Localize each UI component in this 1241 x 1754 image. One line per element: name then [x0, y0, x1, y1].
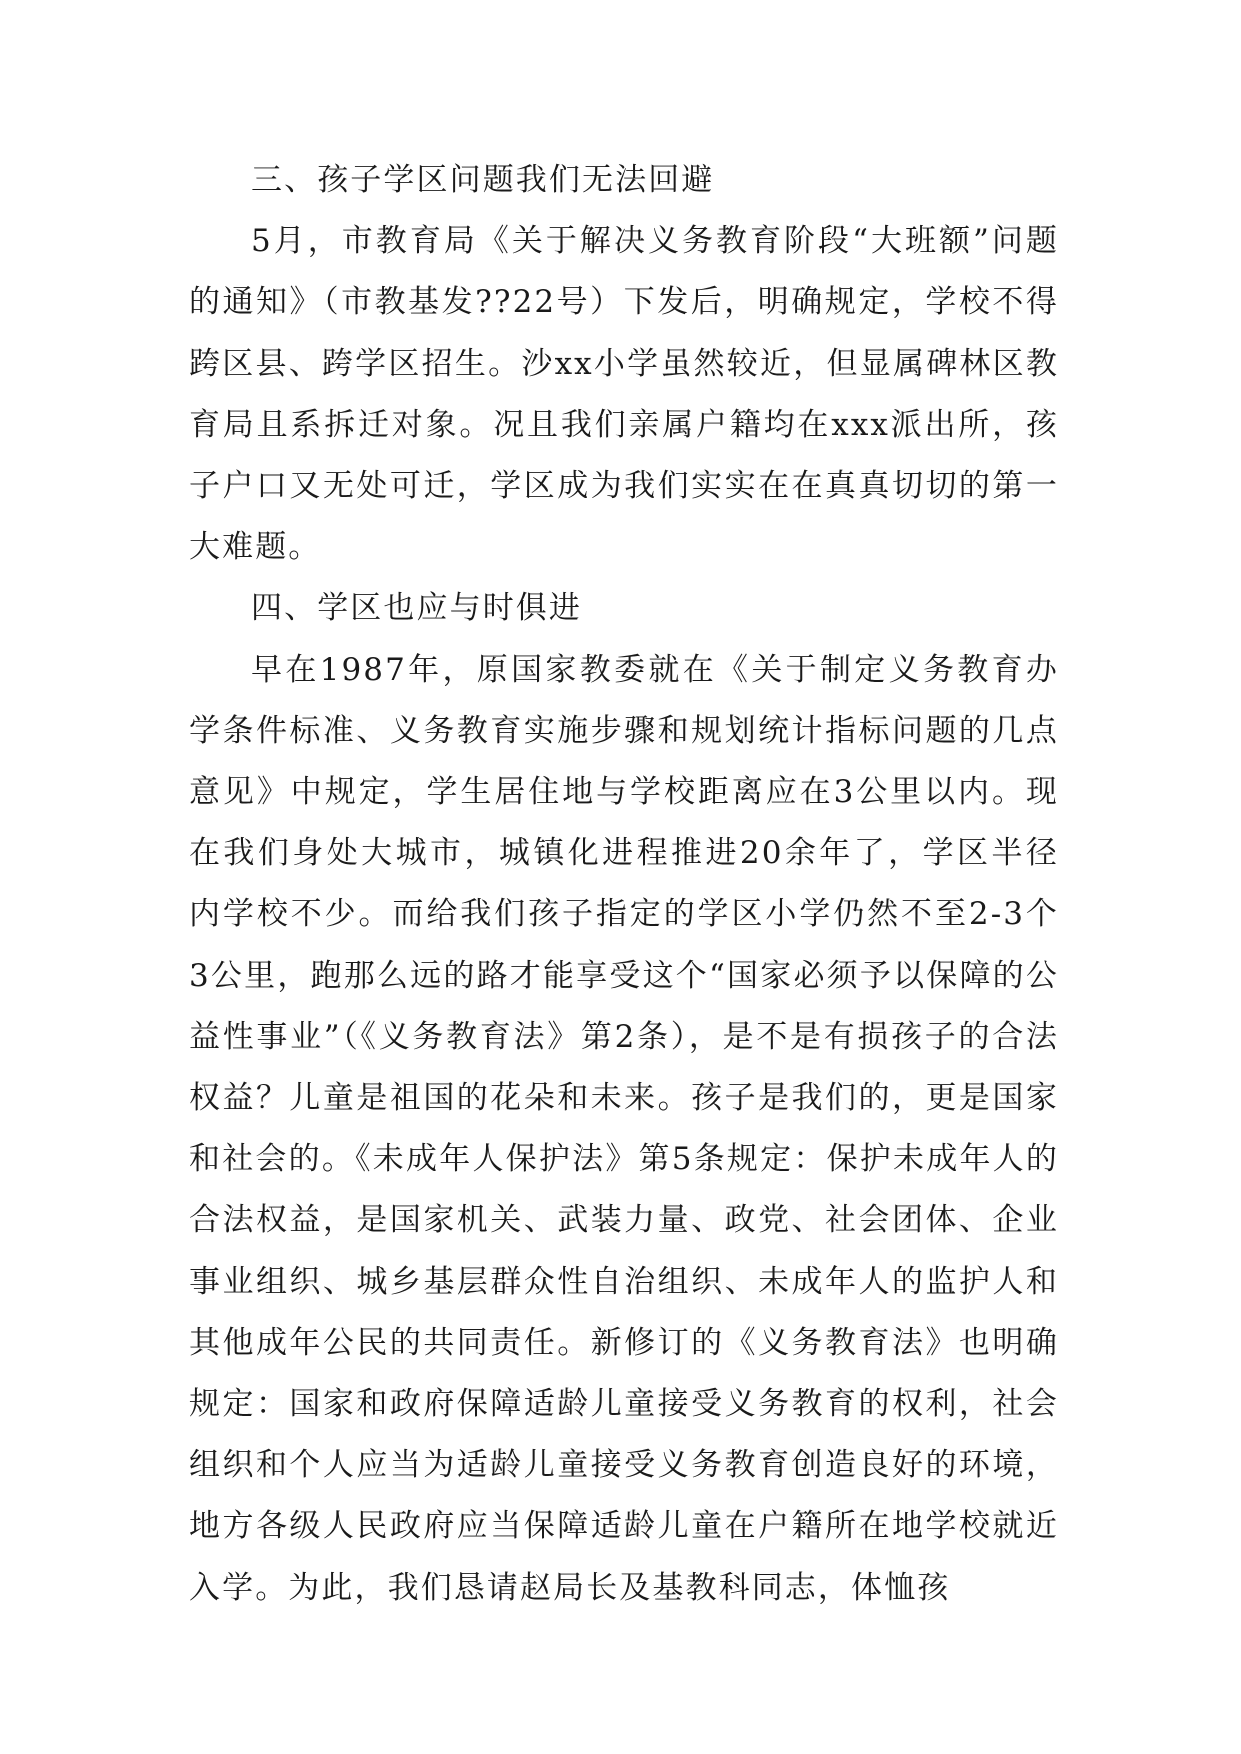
paragraph-school-district-issue: 5月，市教育局《关于解决义务教育阶段“大班额”问题的通知》（市教基发??22号）下发后，明确规定，学校不得跨区县、跨学区招生。沙xx小学虽然较近，但显属碑林区教育局且系拆迁对象。况且我们亲属户籍均在xxx派出所，孩子户口又无处可迁，学区成为我们实实在在真真切切的第一大难题。 — [189, 223, 1059, 566]
paragraph-school-district-reform: 早在1987年，原国家教委就在《关于制定义务教育办学条件标准、义务教育实施步骤和规划统计指标问题的几点意见》中规定，学生居住地与学校距离应在3公里以内。现在我们身处大城市，城镇化进程推进20余年了，学区半径内学校不少。而给我们孩子指定的学区小学仍然不至2-3个3公里，跑那么远的路才能享受这个“国家必须予以保障的公益性事业”（《义务教育法》第2条），是不是有损孩子的合法权益？儿童是祖国的花朵和未来。孩子是我们的，更是国家和社会的。《未成年人保护法》第5条规定：保护未成年人的合法权益，是国家机关、武装力量、政党、社会团体、企业事业组织、城乡基层群众性自治组织、未成年人的监护人和其他成年公民的共同责任。新修订的《义务教育法》也明确规定：国家和政府保障适龄儿童接受义务教育的权利，社会组织和个人应当为适龄儿童接受义务教育创造良好的环境，地方各级人民政府应当保障适龄儿童在户籍所在地学校就近入学。为此，我们恳请赵局长及基教科同志，体恤孩 — [189, 651, 1059, 1606]
section-heading-3: 三、孩子学区问题我们无法回避 — [251, 162, 715, 198]
document-body — [189, 150, 1059, 1619]
section-heading-4: 四、学区也应与时俱进 — [251, 590, 582, 627]
